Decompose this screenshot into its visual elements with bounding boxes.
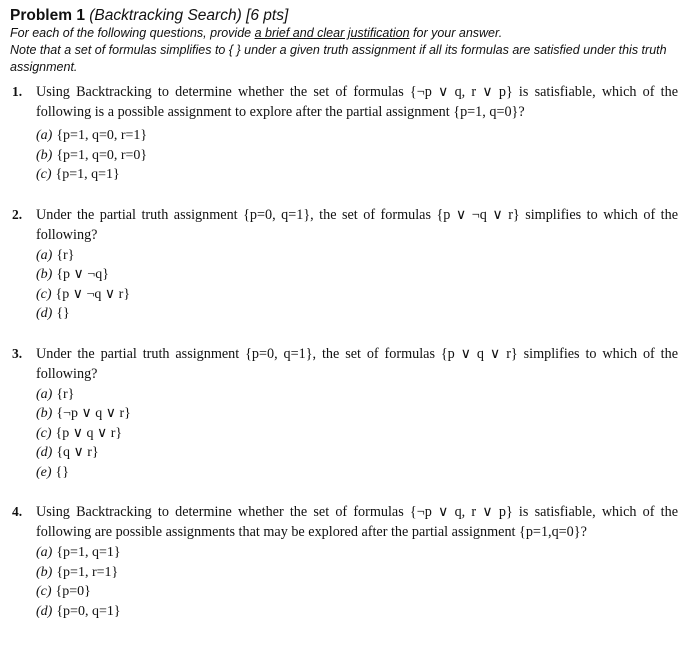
question-text: Under the partial truth assignment {p=0, q=1}, the set of formulas {p ∨ ¬q ∨ r} simplifies to which of the following? [36, 206, 678, 243]
problem-subtitle: (Backtracking Search) [6 pts] [89, 7, 289, 24]
option-text: {r} [56, 386, 75, 402]
options-list [36, 385, 678, 483]
option-item [36, 563, 678, 583]
option-text: {r} [56, 247, 75, 263]
question-number: 3. [12, 345, 23, 361]
instructions-line1 [10, 25, 678, 42]
option-text: {p ∨ q ∨ r} [55, 425, 123, 441]
question-number: 4. [12, 504, 23, 519]
option-item [36, 385, 678, 405]
question-1 [10, 82, 678, 185]
option-letter: (a) [36, 128, 53, 143]
question-4 [10, 502, 678, 621]
instructions-line2: Note that a set of formulas simplifies to { } under a given truth assignment if all its formulas are satisfied under this truth assignment. [10, 43, 667, 74]
option-letter: (b) [36, 406, 53, 421]
instructions-underlined: a brief and clear justification [254, 26, 410, 40]
option-item [36, 424, 678, 444]
option-text: {p ∨ ¬q ∨ r} [55, 286, 131, 302]
option-letter: (e) [36, 464, 52, 480]
option-letter: (d) [36, 306, 53, 321]
option-text: {p=0} [55, 584, 91, 599]
option-letter: (d) [36, 445, 53, 460]
option-letter: (b) [36, 147, 53, 163]
option-item [36, 304, 678, 324]
option-text: {p=1, q=1} [55, 167, 120, 182]
instructions-line1-post: for your answer. [409, 26, 503, 40]
option-item [36, 404, 678, 424]
option-text: {p=1, q=0, r=1} [56, 128, 148, 143]
option-letter: (c) [36, 167, 52, 182]
question-text: Under the partial truth assignment {p=0, q=1}, the set of formulas {p ∨ q ∨ r} simplifies to which of the following? [36, 345, 678, 382]
option-item [36, 146, 678, 166]
option-letter: (c) [36, 286, 52, 302]
option-letter: (b) [36, 267, 53, 282]
option-text: {} [55, 464, 69, 480]
option-text: {p=0, q=1} [56, 603, 121, 619]
option-letter: (a) [36, 386, 53, 402]
option-item [36, 165, 678, 185]
option-item [36, 463, 678, 483]
question-number: 1. [12, 84, 23, 99]
problem-title [10, 6, 678, 25]
option-letter: (d) [36, 603, 53, 619]
question-text: Using Backtracking to determine whether the set of formulas {¬p ∨ q, r ∨ p} is satisfiable, which of the following are possible assignments that may be explored after the partial assignment {p=1,q=0}? [36, 504, 678, 540]
option-item [36, 543, 678, 563]
option-text: {} [56, 306, 70, 321]
option-text: {p ∨ ¬q} [56, 267, 109, 282]
option-text: {q ∨ r} [56, 445, 99, 460]
question-text: Using Backtracking to determine whether the set of formulas {¬p ∨ q, r ∨ p} is satisfiable, which of the following is a possible assignment to explore after the partial assignment {p=1, q=0}? [36, 84, 678, 120]
option-letter: (c) [36, 584, 52, 599]
options-list [36, 126, 678, 185]
option-letter: (a) [36, 247, 53, 263]
option-item [36, 246, 678, 266]
option-text: {p=1, q=0, r=0} [56, 147, 148, 163]
instructions-line1-pre: For each of the following questions, provide [10, 26, 255, 40]
question-3 [10, 344, 678, 483]
option-item [36, 582, 678, 602]
question-number: 2. [12, 206, 23, 222]
document-page [10, 6, 678, 621]
option-item [36, 126, 678, 146]
options-list [36, 246, 678, 324]
option-letter: (c) [36, 425, 52, 441]
option-item [36, 602, 678, 622]
option-text: {p=1, r=1} [56, 564, 119, 580]
option-text: {¬p ∨ q ∨ r} [56, 406, 131, 421]
option-text: {p=1, q=1} [56, 545, 121, 560]
option-item [36, 443, 678, 463]
problem-label: Problem 1 [10, 7, 85, 24]
option-letter: (a) [36, 545, 53, 560]
option-item [36, 285, 678, 305]
question-2 [10, 205, 678, 324]
options-list [36, 543, 678, 621]
option-letter: (b) [36, 564, 53, 580]
option-item [36, 265, 678, 285]
